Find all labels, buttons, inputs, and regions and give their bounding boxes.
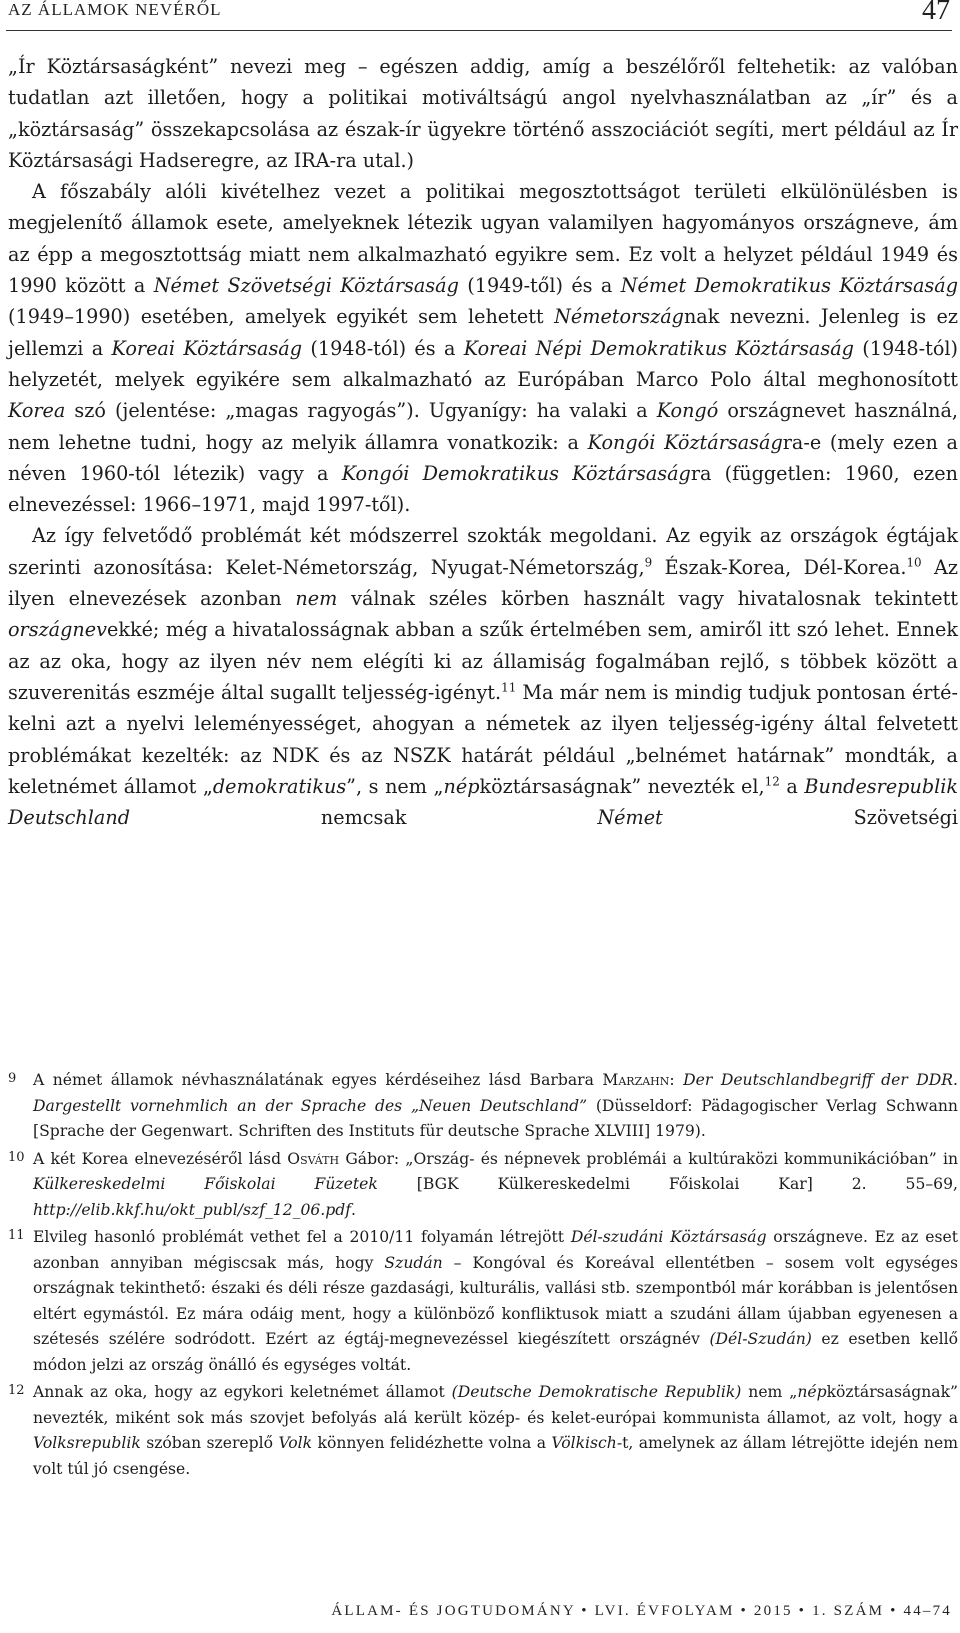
text-run: .	[350, 1200, 356, 1219]
footnote-ref: 9	[644, 555, 653, 570]
text-run: a	[779, 774, 805, 798]
footnote	[8, 1225, 958, 1378]
footnote	[8, 1068, 958, 1145]
text-run: ra (független: 1960, ezen elnevezéssel: 1966–1971, majd 1997-től).	[8, 461, 959, 517]
text-run: – Kongóval és Koreával ellentétben – sosem volt egységes országnak tekinthető: északi és déli része gazdasági, kulturális, vallási stb. szempontból már korábban is jelentősen eltért egymástól. Ez mára odáig ment, hogy a különböző konfliktusok miatt a szudáni állam újabban egyenesen a szétesés szélére sodródott. Ezért az égtáj-megnevezéssel kiegészített országnév	[33, 1253, 958, 1348]
running-head-title: AZ ÁLLAMOK NEVÉRŐL	[8, 0, 222, 19]
text-run: (1949-től) és a	[458, 274, 621, 298]
text-run: könnyen felidézhette volna a	[312, 1434, 552, 1452]
text-run: ez esetben kellő módon jelzi az ország önálló és egységes voltát.	[33, 1330, 958, 1374]
text-run: A két Korea elnevezéséről lásd	[33, 1149, 288, 1168]
italic-run: (Dél-Szudán)	[709, 1330, 812, 1348]
text-run: (Düsseldorf: Pädagogischer Verlag Schwann [Sprache der Gegenwart. Schriften des Instituts für deutsche Sprache XLVIII] 1979).	[33, 1096, 958, 1140]
text-run: (1948-tól) és a	[302, 336, 464, 360]
body-paragraph	[8, 520, 958, 833]
text-run: köztársaságnak” nevezték el,	[479, 774, 765, 798]
footnote-ref: 10	[906, 555, 922, 570]
footnote-text	[33, 1068, 958, 1145]
text-run: Annak az oka, hogy az egykori keletnémet államot	[33, 1383, 452, 1401]
footnote-number: 10	[8, 1149, 25, 1165]
italic-run: Német Demokratikus Köztársaság	[620, 274, 958, 298]
body-text	[8, 51, 958, 833]
footnote-number: 12	[8, 1383, 25, 1398]
body-paragraph	[8, 176, 958, 520]
text-run: nak nevezni. Jelenleg is ez jellemzi a	[8, 305, 958, 360]
footnote-text	[33, 1147, 958, 1224]
text-run: (1949–1990) esetében, amelyek egyikét sem lehetett	[8, 305, 555, 329]
footnote-ref: 12	[764, 774, 780, 789]
text-run: Szövetségi	[662, 806, 958, 830]
italic-run: Szudán	[384, 1253, 443, 1272]
footnote	[8, 1380, 958, 1482]
italic-run: Volk	[278, 1434, 313, 1452]
footnote-text	[33, 1225, 958, 1378]
footnote-ref: 11	[501, 680, 517, 695]
footnote-text	[33, 1380, 958, 1482]
footnotes	[8, 1068, 958, 1484]
text-run: -t, amelynek az állam létrejötte idején nem volt túl jó csengése.	[33, 1434, 958, 1478]
footnote-number: 9	[8, 1071, 17, 1086]
text-run: Ma már nem is mindig tudjuk pontosan értékelni azt a nyelvi leleményességet, ahogyan a németek az ilyen teljesség-igény által felvetett problémákat kezelték: az NDK és az NSZK határát például „belnémet határnak” mondták, a keletnémet államot „	[8, 680, 958, 798]
text-run: ra-e (mely ezen a néven 1960-tól létezik) vagy a	[8, 430, 958, 485]
text-run: szóban szereplő	[140, 1434, 279, 1452]
italic-run: Völkisch	[551, 1434, 617, 1452]
text-run: országnevet használná, nem lehetne tudni, hogy az melyik államra vonatkozik: a	[8, 399, 958, 454]
text-run: szó (jelentése: „magas ragyogás”). Ugyanígy: ha valaki a	[65, 399, 657, 423]
text-run: ekké; még a hivatalosságnak abban a szűk értelmében sem, amiről itt szó lehet. Ennek az az oka, hogy az ilyen név nem elégíti ki az államiság fogalmában rejlő, s többek között a szuverenitás eszméje által sugallt teljesség-igényt.	[8, 618, 958, 704]
italic-run: Korea	[8, 399, 66, 423]
header-rule	[6, 30, 952, 31]
italic-run: Der Deutschlandbegriff der DDR. Dargestellt vornehmlich an der Sprache des „Neuen Deutschland”	[33, 1071, 958, 1115]
text-run: válnak széles körben használt vagy hivatalosnak tekintett	[337, 587, 958, 611]
italic-run: Németország	[554, 305, 684, 329]
italic-run: Dél-szudáni Köztársaság	[570, 1228, 767, 1246]
text-run: „Ír Köztársaságként” nevezi meg – egészen addig, amíg a beszélőről feltehetik: az valóban tudatlan azt illetően, hogy a politikai motiváltságú angol nyelvhasználatban az „ír” és a „köztársaság” összekapcsolása az észak-ír ügyekre történő asszociációt segíti, mert például az Ír Köztársasági Hadseregre, az IRA-ra utal.)	[8, 55, 958, 172]
italic-run: Külkereskedelmi Főiskolai Füzetek	[33, 1175, 378, 1193]
text-run: nemcsak	[129, 806, 598, 830]
text-run: köztársaságnak” nevezték, miként sok más szovjet befolyás alá került közép- és kelet-európai kommunista államot, az volt, hogy a	[33, 1383, 959, 1427]
text-run: Elvileg hasonló problémát vethet fel a 2010/11 folyamán létrejött	[33, 1228, 571, 1246]
italic-run: Német	[597, 806, 663, 830]
text-run: országneve. Ez az eset azonban annyiban mégiscsak más, hogy	[33, 1228, 958, 1272]
italic-run: Volksrepublik	[33, 1434, 141, 1452]
journal-footer: ÁLLAM- ÉS JOGTUDOMÁNY • LVI. ÉVFOLYAM • 2015 • 1. SZÁM • 44–74	[331, 1603, 952, 1619]
italic-run: (Deutsche Demokratische Republik)	[451, 1383, 742, 1401]
text-run: A főszabály alóli kivételhez vezet a politikai megosztottságot területi elkülönülésben is megjelenítő államok esete, amelyeknek létezik ugyan valamilyen hagyományos országneve, ám az épp a megosztottság miatt nem alkalmazható egyikre sem. Ez volt a helyzet például 1949 és 1990 között a	[8, 180, 958, 298]
italic-run: Bundesrepublik Deutschland	[8, 774, 959, 830]
italic-run: Koreai Népi Demokratikus Köztársaság	[463, 336, 854, 360]
text-run: ”, s nem „	[346, 774, 444, 798]
page-number: 47	[922, 0, 950, 26]
text-run: Az így felvetődő problémát két módszerrel szokták megoldani. Az egyik az országok égtájak szerinti azonosítása: Kelet-Németország, Nyugat-Németország,	[8, 524, 958, 579]
italic-run: Kongó	[656, 399, 719, 423]
text-run: [BGK Külkereskedelmi Főiskolai Kar] 2. 55–69,	[377, 1175, 958, 1193]
italic-run: országnev	[8, 618, 107, 642]
italic-run: Kongói Demokratikus Köztársaság	[341, 461, 691, 485]
italic-run: nem	[295, 587, 338, 611]
footnote	[8, 1147, 958, 1224]
italic-run: nép	[797, 1383, 827, 1401]
body-paragraph	[8, 51, 958, 176]
text-run: :	[669, 1071, 684, 1089]
text-run: Észak-Korea, Dél-Korea.	[652, 555, 907, 579]
text-run: Az ilyen elnevezések azonban	[8, 555, 958, 611]
author-name: Marzahn	[602, 1071, 670, 1089]
italic-run: nép	[443, 774, 480, 798]
text-run: A német államok névhasználatának egyes kérdéseihez lásd Barbara	[33, 1071, 603, 1089]
text-run: Gábor: „Ország- és népnevek problémái a kultúraközi kommunikációban” in	[339, 1149, 958, 1168]
text-run: (1948-tól) helyzetét, melyek egyikére sem alkalmazható az Európában Marco Polo által meghonosított	[8, 336, 958, 391]
italic-run: demokratikus	[212, 774, 347, 798]
text-run: nem „	[741, 1383, 798, 1401]
footnote-number: 11	[8, 1228, 25, 1243]
italic-run: Kongói Köztársaság	[587, 430, 783, 454]
italic-run: http://elib.kkf.hu/okt_publ/szf_12_06.pdf	[33, 1200, 351, 1219]
author-name: Osváth	[287, 1149, 340, 1168]
italic-run: Koreai Köztársaság	[111, 336, 303, 360]
italic-run: Német Szövetségi Köztársaság	[153, 274, 459, 298]
